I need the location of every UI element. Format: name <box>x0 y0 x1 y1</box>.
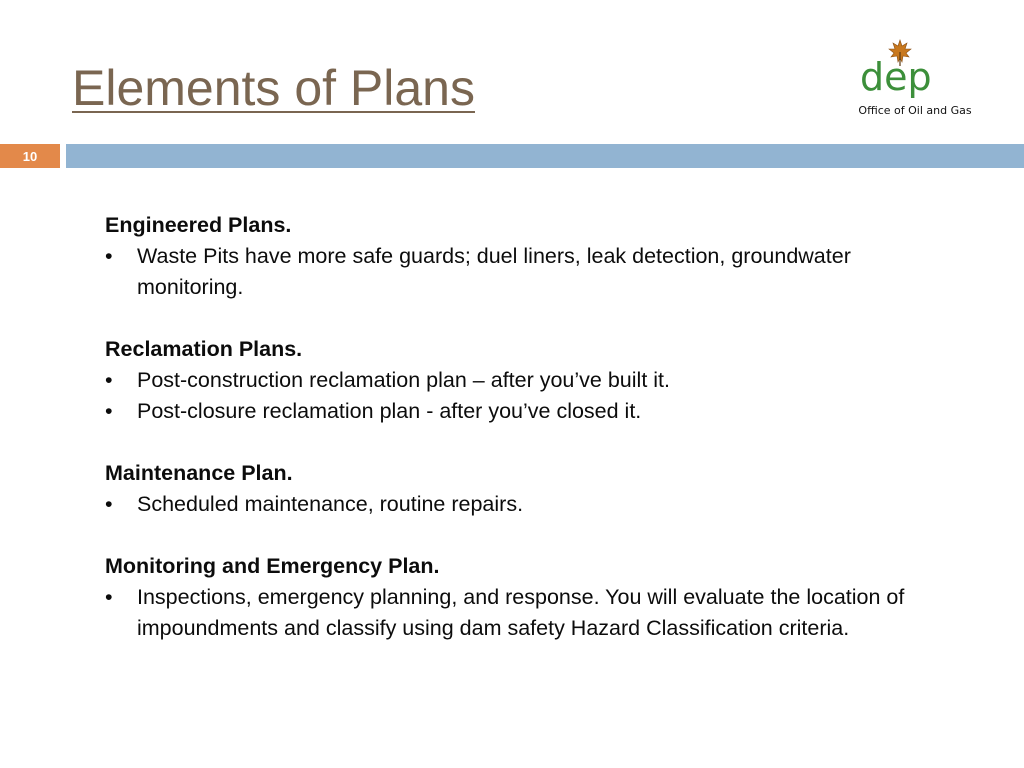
slide-number: 10 <box>0 144 60 168</box>
bullet-text: Inspections, emergency planning, and response. You will evaluate the location of impoundments and classify using dam safety Hazard Classification criteria. <box>137 585 905 640</box>
dep-logo <box>850 38 980 123</box>
bullet-text: Waste Pits have more safe guards; duel liners, leak detection, groundwater monitoring. <box>137 244 851 299</box>
slide-title: Elements of Plans <box>72 60 475 116</box>
section-monitoring-emergency-plan <box>105 551 905 644</box>
bullet-item <box>105 489 905 520</box>
bullet-icon: • <box>105 585 113 609</box>
section-heading: Reclamation Plans. <box>105 337 303 361</box>
bullet-item <box>105 365 905 396</box>
bullet-icon: • <box>105 399 113 423</box>
section-engineered-plans <box>105 210 905 303</box>
bullet-text: Post-closure reclamation plan - after you’ve closed it. <box>137 399 642 423</box>
bullet-text: Post-construction reclamation plan – after you’ve built it. <box>137 368 670 392</box>
section-heading: Engineered Plans. <box>105 213 292 237</box>
section-heading: Maintenance Plan. <box>105 461 293 485</box>
accent-bar <box>66 144 1024 168</box>
bullet-icon: • <box>105 368 113 392</box>
slide-content <box>105 210 905 644</box>
bullet-item <box>105 241 905 303</box>
bullet-item <box>105 582 905 644</box>
bullet-item <box>105 396 905 427</box>
section-heading: Monitoring and Emergency Plan. <box>105 554 440 578</box>
bullet-icon: • <box>105 492 113 516</box>
logo-caption: Office of Oil and Gas <box>858 104 972 117</box>
logo-text: dep <box>860 55 932 99</box>
section-maintenance-plan <box>105 458 905 520</box>
section-reclamation-plans <box>105 334 905 427</box>
dep-logo-mark <box>856 38 974 102</box>
bullet-icon: • <box>105 244 113 268</box>
bullet-text: Scheduled maintenance, routine repairs. <box>137 492 524 516</box>
